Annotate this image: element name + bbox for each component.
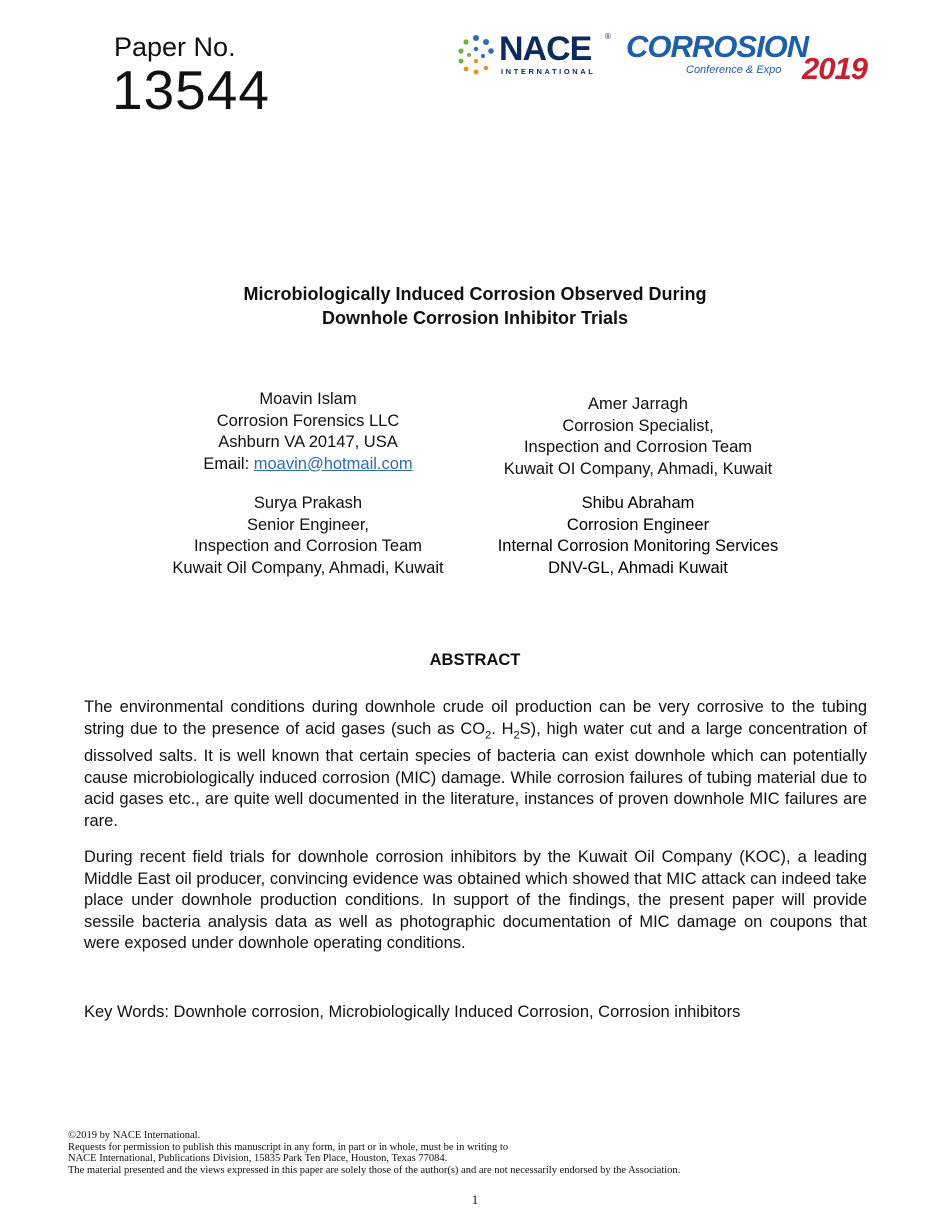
corrosion-conference-logo xyxy=(626,30,886,86)
corrosion-year: 2019 xyxy=(802,51,867,86)
paper-number-label: Paper No. xyxy=(114,32,236,62)
abstract-paragraph-2: During recent field trials for downhole corrosion inhibitors by the Kuwait Oil Company (KOC), a leading Middle East oil producer, convincing evidence was obtained which showed that MIC attack can indeed take place under downhole production conditions. In support of the findings, the present paper will provide sessile bacteria analysis data as well as photographic documentation of MIC damage on coupons that were exposed under downhole operating conditions. xyxy=(84,848,867,952)
author-affiliation: DNV-GL, Ahmadi Kuwait xyxy=(548,558,728,577)
author-name: Surya Prakash xyxy=(253,494,363,512)
author-title: Senior Engineer, xyxy=(246,515,369,534)
author-name: Amer Jarragh xyxy=(588,395,688,413)
nace-globe-icon xyxy=(455,34,497,76)
corrosion-subtitle: Conference & Expo xyxy=(686,64,782,76)
email-link[interactable]: moavin@hotmail.com xyxy=(253,454,413,473)
author-title: Corrosion Specialist, xyxy=(562,416,714,435)
paper-number: 13544 xyxy=(112,59,270,121)
author-block-islam xyxy=(148,389,468,475)
subscript: 2 xyxy=(513,728,520,741)
corrosion-wordmark: CORROSION xyxy=(626,29,809,64)
author-affiliation: Kuwait Oil Company, Ahmadi, Kuwait xyxy=(172,558,444,577)
author-team: Inspection and Corrosion Team xyxy=(523,438,753,456)
author-block-abraham xyxy=(478,493,798,579)
registered-mark: ® xyxy=(605,32,611,41)
author-block-jarragh xyxy=(478,394,798,480)
footer-line: Requests for permission to publish this manuscript in any form, in part or in whole, must be in writing to xyxy=(68,1141,509,1153)
author-team: Internal Corrosion Monitoring Services xyxy=(497,537,779,555)
footer-line: The material presented and the views expressed in this paper are solely those of the author(s) and are not necessarily endorsed by the Association. xyxy=(68,1165,681,1177)
author-title: Corrosion Engineer xyxy=(566,515,710,534)
title-line-2: Downhole Corrosion Inhibitor Trials xyxy=(321,308,628,328)
keywords: Key Words: Downhole corrosion, Microbiologically Induced Corrosion, Corrosion inhibitors xyxy=(84,1003,741,1021)
nace-wordmark: NACE xyxy=(499,30,592,68)
nace-logo xyxy=(455,30,615,80)
footer-line: NACE International, Publications Division, 15835 Park Ten Place, Houston, Texas 77084. xyxy=(68,1153,448,1165)
subscript: 2 xyxy=(485,728,492,741)
nace-subtitle: INTERNATIONAL xyxy=(501,67,596,76)
email-label: Email: xyxy=(203,454,254,473)
abstract-text: S), high water cut and a large concentration of dissolved salts. It is well known that certain species of bacteria can exist downhole which can potentially cause microbiologically induced corrosion (MIC) damage. While corrosion failures of tubing material due to acid gases etc., are quite well documented in the literature, instances of proven downhole MIC failures are rare. xyxy=(84,719,867,830)
footer-line: ©2019 by NACE International. xyxy=(68,1130,201,1141)
author-name: Moavin Islam xyxy=(259,390,357,408)
abstract-paragraph-1 xyxy=(84,697,867,832)
author-email-line xyxy=(148,454,468,476)
author-team: Inspection and Corrosion Team xyxy=(193,537,423,555)
paper-title xyxy=(0,282,950,330)
abstract-heading: ABSTRACT xyxy=(429,651,521,669)
author-affiliation: Kuwait OI Company, Ahmadi, Kuwait xyxy=(503,459,773,478)
abstract-text: The environmental conditions during downhole crude oil production can be very corrosive to the tubing string due to the presence of acid gases (such as CO xyxy=(84,698,867,738)
copyright-footer xyxy=(68,1130,868,1177)
author-name: Shibu Abraham xyxy=(581,494,695,512)
author-address: Ashburn VA 20147, USA xyxy=(218,433,398,451)
title-line-1: Microbiologically Induced Corrosion Observed During xyxy=(243,284,707,304)
abstract-text: . H xyxy=(491,719,514,738)
author-affiliation: Corrosion Forensics LLC xyxy=(216,411,400,430)
author-block-prakash xyxy=(148,493,468,579)
page-number: 1 xyxy=(471,1192,479,1207)
